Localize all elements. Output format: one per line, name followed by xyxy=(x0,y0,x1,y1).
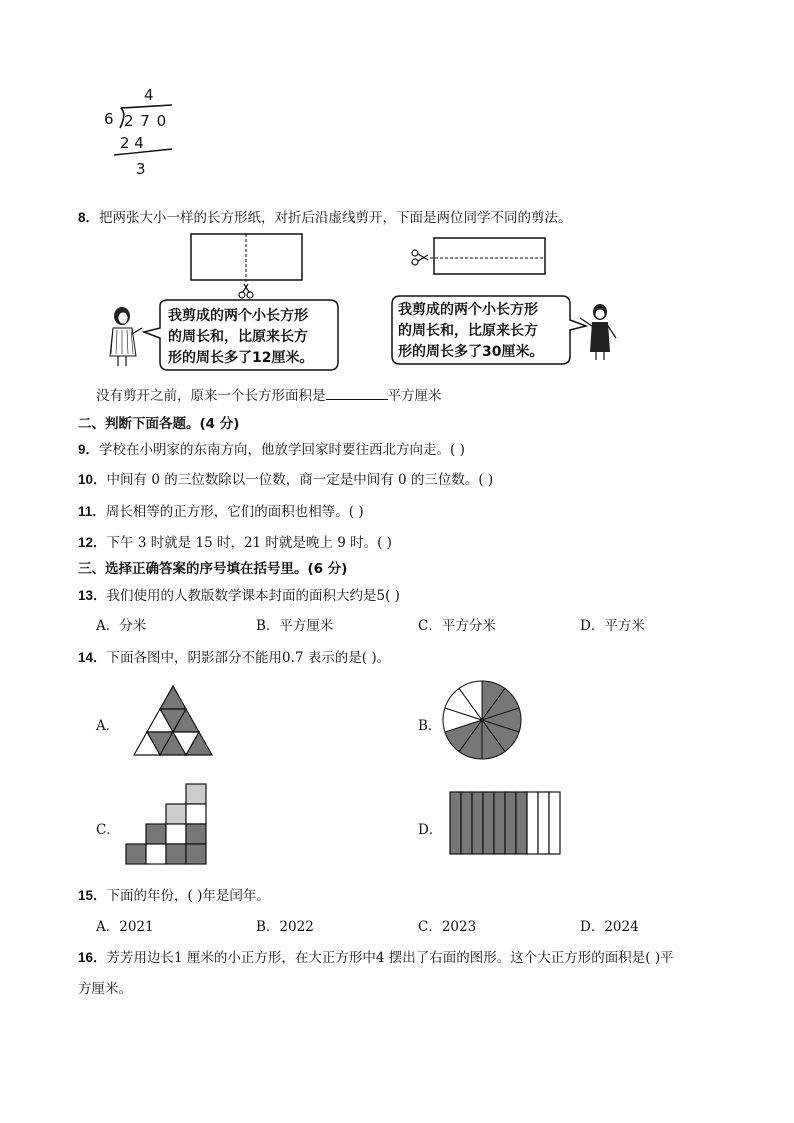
strip xyxy=(461,792,472,854)
division-remainder: 3 xyxy=(136,160,146,178)
division-divisor: 6 xyxy=(104,110,114,128)
scissors-icon xyxy=(412,250,428,265)
question-number: 15． xyxy=(78,888,107,903)
question-number: 9． xyxy=(78,442,100,457)
question-text: 我们使用的人教版数学课本封面的面积大约是5( ) xyxy=(106,588,400,604)
section-2-title: 二、判断下面各题。(4 分) xyxy=(78,416,240,432)
division-dividend: 2 7 0 xyxy=(124,112,168,130)
question-14 xyxy=(78,646,390,666)
option-c[interactable]: C．平方分米 xyxy=(418,618,496,634)
strip xyxy=(494,792,505,854)
question-text: 中间有 0 的三位数除以一位数，商一定是中间有 0 的三位数。( ) xyxy=(106,472,494,488)
option-a[interactable]: A． xyxy=(96,718,120,734)
option-c[interactable]: C．2023 xyxy=(418,919,477,935)
student-boy-icon xyxy=(580,304,616,360)
rectangle-right xyxy=(434,238,545,274)
bubble-right-line: 的周长和，比原来长方 xyxy=(398,323,538,339)
question-16 xyxy=(78,946,674,966)
question-text: 把两张大小一样的长方形纸，对折后沿虚线剪开，下面是两位同学不同的剪法。 xyxy=(99,210,572,226)
question-11 xyxy=(78,500,364,520)
strip xyxy=(483,792,494,854)
division-quotient: 4 xyxy=(144,86,154,104)
question-number: 16． xyxy=(78,950,107,965)
section-3-title: 三、选择正确答案的序号填在括号里。(6 分) xyxy=(78,561,348,577)
question-number: 10． xyxy=(78,472,107,487)
scissors-icon xyxy=(239,284,253,298)
question-number: 11． xyxy=(78,504,106,519)
bubble-right-line: 形的周长多了30厘米。 xyxy=(398,344,544,360)
bubble-left-line: 我剪成的两个小长方形 xyxy=(168,308,308,324)
bubble-left-text xyxy=(168,306,313,369)
strip xyxy=(549,792,560,854)
bubble-right-line: 我剪成的两个小长方形 xyxy=(398,302,538,318)
question-text: 下面的年份，( )年是闰年。 xyxy=(106,888,270,904)
answer-blank[interactable] xyxy=(326,387,388,400)
strip xyxy=(516,792,527,854)
question-text: 学校在小明家的东南方向，他放学回家时要往西北方向走。( ) xyxy=(99,442,465,458)
option-d[interactable]: D．2024 xyxy=(580,919,639,935)
question-15 xyxy=(78,884,270,904)
figure-c-staircase xyxy=(124,782,210,868)
question-text: 周长相等的正方形，它们的面积也相等。( ) xyxy=(105,504,364,520)
division-product: 2 4 xyxy=(120,134,144,152)
option-a[interactable]: A．分米 xyxy=(96,618,147,634)
question-number: 12． xyxy=(78,535,107,550)
q8-question-prefix: 没有剪开之前，原来一个长方形面积是 xyxy=(96,388,326,404)
long-division xyxy=(100,86,180,182)
question-8 xyxy=(78,206,572,226)
option-b[interactable]: B． xyxy=(418,718,442,734)
question-12 xyxy=(78,531,392,551)
figure-b-circle xyxy=(440,678,524,762)
question-13 xyxy=(78,584,400,604)
strip xyxy=(538,792,549,854)
option-d[interactable]: D．平方米 xyxy=(580,618,645,634)
option-b[interactable]: B．平方厘米 xyxy=(256,618,334,634)
question-text: 芳芳用边长1 厘米的小正方形，在大正方形中4 摆出了右面的图形。这个大正方形的面积是( )平 xyxy=(106,950,674,966)
figure-a-triangle xyxy=(132,684,216,758)
strip xyxy=(450,792,461,854)
figure-d-strips xyxy=(448,790,562,858)
q8-question xyxy=(96,384,442,404)
strip xyxy=(472,792,483,854)
option-b[interactable]: B．2022 xyxy=(256,919,314,935)
option-a[interactable]: A．2021 xyxy=(96,919,154,935)
question-9 xyxy=(78,438,465,458)
bubble-left-line: 的周长和，比原来长方 xyxy=(168,329,308,345)
strip xyxy=(527,792,538,854)
student-girl-icon xyxy=(110,307,142,366)
question-16-continued: 方厘米。 xyxy=(78,981,132,997)
question-number: 14． xyxy=(78,650,107,665)
option-d[interactable]: D． xyxy=(418,822,443,838)
question-10 xyxy=(78,468,493,488)
question-number: 8． xyxy=(78,210,100,225)
bubble-left-line: 形的周长多了12厘米。 xyxy=(168,350,314,366)
option-c[interactable]: C． xyxy=(96,822,120,838)
question-number: 13． xyxy=(78,588,107,603)
question-text: 下午 3 时就是 15 时，21 时就是晚上 9 时。( ) xyxy=(106,535,392,551)
question-text: 下面各图中，阴影部分不能用0.7 表示的是( )。 xyxy=(106,650,391,666)
strip xyxy=(505,792,516,854)
bubble-right-text xyxy=(398,300,543,363)
q8-question-suffix: 平方厘米 xyxy=(387,388,442,404)
